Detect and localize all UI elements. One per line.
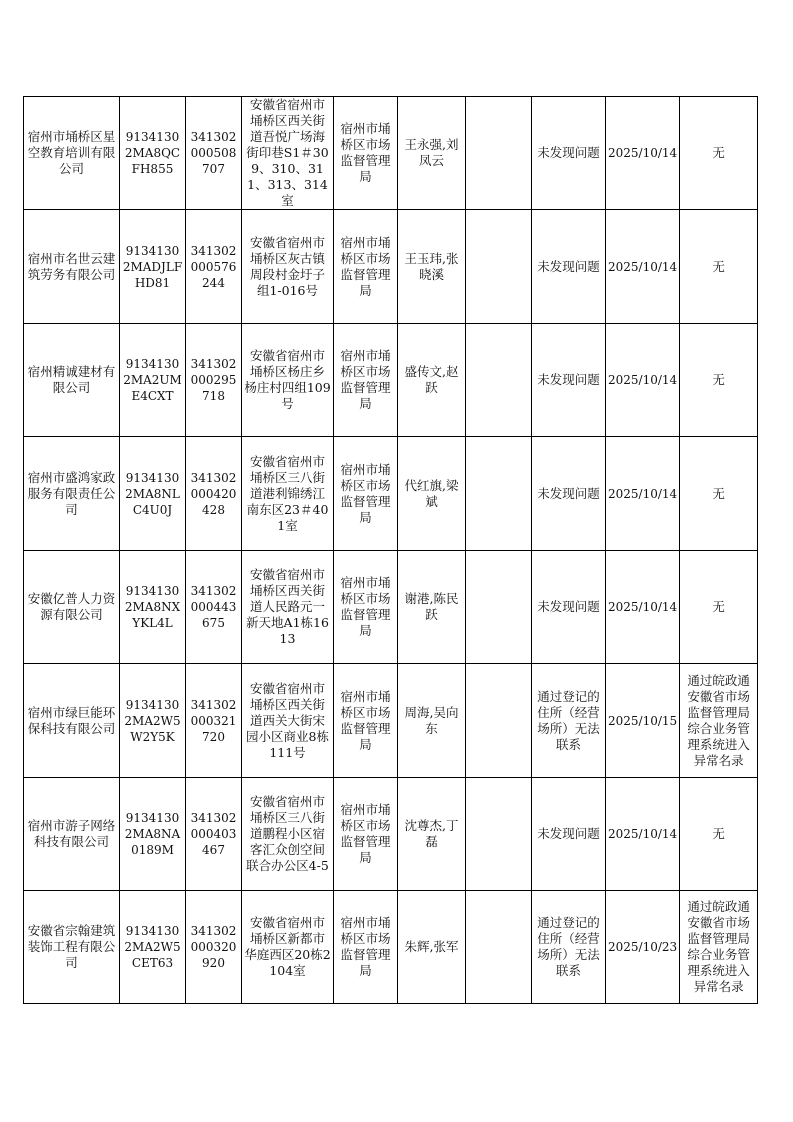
table-row: [24, 324, 758, 437]
inspection-date-cell: 2025/10/15: [606, 664, 680, 778]
action-taken-cell: 无: [680, 778, 758, 891]
company-name-cell: 宿州市绿巨能环保科技有限公司: [24, 664, 120, 778]
inspection-result-cell: 未发现问题: [532, 97, 606, 210]
registration-number-cell: 341302000443675: [186, 551, 242, 664]
inspection-result-cell: 未发现问题: [532, 551, 606, 664]
inspectors-cell: 王永强,刘凤云: [398, 97, 466, 210]
credit-code-cell: 91341302MADJLFHD81: [120, 210, 186, 324]
company-name-cell: 安徽亿普人力资源有限公司: [24, 551, 120, 664]
empty-cell: [466, 324, 532, 437]
action-taken-cell: 通过皖政通安徽省市场监督管理局综合业务管理系统进入异常名录: [680, 664, 758, 778]
inspection-results-table: [23, 96, 758, 1004]
registration-number-cell: 341302000508707: [186, 97, 242, 210]
inspection-date-cell: 2025/10/14: [606, 97, 680, 210]
company-name-cell: 宿州市游子网络科技有限公司: [24, 778, 120, 891]
credit-code-cell: 91341302MA2W5W2Y5K: [120, 664, 186, 778]
credit-code-cell: 91341302MA8NXYKL4L: [120, 551, 186, 664]
inspectors-cell: 沈尊杰,丁磊: [398, 778, 466, 891]
address-cell: 安徽省宿州市埇桥区新都市华庭西区20栋2104室: [242, 891, 334, 1004]
table-row: [24, 778, 758, 891]
empty-cell: [466, 664, 532, 778]
inspectors-cell: 谢港,陈民跃: [398, 551, 466, 664]
address-cell: 安徽省宿州市埇桥区西关街道吾悦广场海街印巷S1＃309、310、311、313、314室: [242, 97, 334, 210]
inspection-date-cell: 2025/10/14: [606, 551, 680, 664]
inspection-date-cell: 2025/10/14: [606, 210, 680, 324]
inspection-date-cell: 2025/10/14: [606, 778, 680, 891]
authority-cell: 宿州市埇桥区市场监督管理局: [334, 778, 398, 891]
address-cell: 安徽省宿州市埇桥区三八街道港利锦绣江南东区23＃401室: [242, 437, 334, 551]
table-row: [24, 664, 758, 778]
empty-cell: [466, 210, 532, 324]
inspection-date-cell: 2025/10/14: [606, 437, 680, 551]
credit-code-cell: 91341302MA8NA0189M: [120, 778, 186, 891]
empty-cell: [466, 97, 532, 210]
inspection-result-cell: 通过登记的住所（经营场所）无法联系: [532, 664, 606, 778]
registration-number-cell: 341302000576244: [186, 210, 242, 324]
table-row: [24, 210, 758, 324]
authority-cell: 宿州市埇桥区市场监督管理局: [334, 551, 398, 664]
credit-code-cell: 91341302MA2UME4CXT: [120, 324, 186, 437]
authority-cell: 宿州市埇桥区市场监督管理局: [334, 97, 398, 210]
table-row: [24, 437, 758, 551]
table-row: [24, 891, 758, 1004]
inspection-result-cell: 未发现问题: [532, 437, 606, 551]
action-taken-cell: 通过皖政通安徽省市场监督管理局综合业务管理系统进入异常名录: [680, 891, 758, 1004]
company-name-cell: 宿州市名世云建筑劳务有限公司: [24, 210, 120, 324]
registration-number-cell: 341302000320920: [186, 891, 242, 1004]
table-body: [24, 97, 758, 1004]
action-taken-cell: 无: [680, 551, 758, 664]
address-cell: 安徽省宿州市埇桥区三八街道鹏程小区宿客汇众创空间联合办公区4-5: [242, 778, 334, 891]
action-taken-cell: 无: [680, 97, 758, 210]
table-row: [24, 97, 758, 210]
credit-code-cell: 91341302MA2W5CET63: [120, 891, 186, 1004]
action-taken-cell: 无: [680, 210, 758, 324]
address-cell: 安徽省宿州市埇桥区西关街道人民路元一新天地A1栋1613: [242, 551, 334, 664]
inspectors-cell: 盛传文,赵跃: [398, 324, 466, 437]
inspection-date-cell: 2025/10/14: [606, 324, 680, 437]
company-name-cell: 宿州市埇桥区星空教育培训有限公司: [24, 97, 120, 210]
authority-cell: 宿州市埇桥区市场监督管理局: [334, 324, 398, 437]
inspectors-cell: 朱辉,张军: [398, 891, 466, 1004]
action-taken-cell: 无: [680, 324, 758, 437]
registration-number-cell: 341302000295718: [186, 324, 242, 437]
empty-cell: [466, 778, 532, 891]
credit-code-cell: 91341302MA8NLC4U0J: [120, 437, 186, 551]
address-cell: 安徽省宿州市埇桥区西关街道西关大街宋园小区商业8栋111号: [242, 664, 334, 778]
credit-code-cell: 91341302MA8QCFH855: [120, 97, 186, 210]
empty-cell: [466, 891, 532, 1004]
inspection-result-cell: 未发现问题: [532, 778, 606, 891]
action-taken-cell: 无: [680, 437, 758, 551]
address-cell: 安徽省宿州市埇桥区灰古镇周段村金圩子组1-016号: [242, 210, 334, 324]
company-name-cell: 安徽省宗翰建筑装饰工程有限公司: [24, 891, 120, 1004]
inspectors-cell: 王玉玮,张晓溪: [398, 210, 466, 324]
registration-number-cell: 341302000420428: [186, 437, 242, 551]
authority-cell: 宿州市埇桥区市场监督管理局: [334, 664, 398, 778]
inspection-result-cell: 未发现问题: [532, 210, 606, 324]
inspection-result-cell: 通过登记的住所（经营场所）无法联系: [532, 891, 606, 1004]
empty-cell: [466, 551, 532, 664]
inspection-date-cell: 2025/10/23: [606, 891, 680, 1004]
authority-cell: 宿州市埇桥区市场监督管理局: [334, 210, 398, 324]
inspectors-cell: 代红旗,梁斌: [398, 437, 466, 551]
registration-number-cell: 341302000403467: [186, 778, 242, 891]
company-name-cell: 宿州精诚建材有限公司: [24, 324, 120, 437]
table-row: [24, 551, 758, 664]
inspection-result-cell: 未发现问题: [532, 324, 606, 437]
registration-number-cell: 341302000321720: [186, 664, 242, 778]
company-name-cell: 宿州市盛鸿家政服务有限责任公司: [24, 437, 120, 551]
authority-cell: 宿州市埇桥区市场监督管理局: [334, 437, 398, 551]
inspectors-cell: 周海,吴向东: [398, 664, 466, 778]
authority-cell: 宿州市埇桥区市场监督管理局: [334, 891, 398, 1004]
address-cell: 安徽省宿州市埇桥区杨庄乡杨庄村四组109号: [242, 324, 334, 437]
empty-cell: [466, 437, 532, 551]
